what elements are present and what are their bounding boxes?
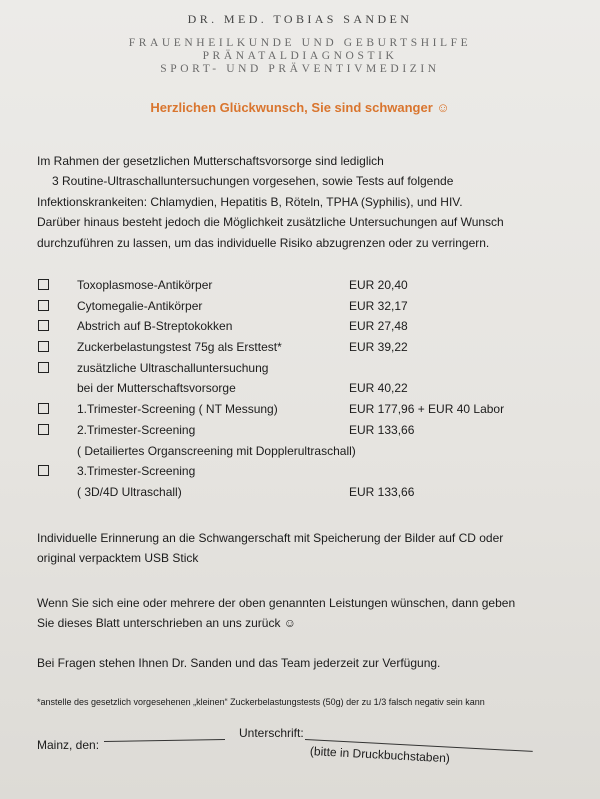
service-price: EUR 133,66	[349, 484, 415, 499]
services-list	[37, 276, 577, 504]
intro-paragraph	[37, 151, 577, 253]
footnote: *anstelle des gesetzlich vorgesehenen „kleinen“ Zuckerbelastungstests (50g) der zu 1/3 falsch negativ sein kann	[37, 697, 485, 707]
service-checkbox[interactable]	[38, 424, 49, 435]
service-label: Toxoplasmose-Antikörper	[77, 278, 213, 292]
service-row	[37, 421, 577, 442]
print-hint: (bitte in Druckbuchstaben)	[309, 744, 451, 766]
service-label: ( 3D/4D Ultraschall)	[77, 484, 182, 499]
intro-line: 3 Routine-Ultraschalluntersuchungen vorgesehen, sowie Tests auf folgende	[52, 174, 454, 189]
service-checkbox[interactable]	[38, 279, 49, 290]
greeting-heading: Herzlichen Glückwunsch, Sie sind schwanger ☺	[150, 100, 450, 115]
service-checkbox[interactable]	[38, 362, 49, 373]
service-row	[37, 462, 577, 483]
service-price: EUR 177,96 + EUR 40 Labor	[349, 402, 505, 417]
service-checkbox[interactable]	[38, 341, 49, 352]
specialty-line: SPORT- UND PRÄVENTIVMEDIZIN	[160, 63, 440, 75]
service-label: bei der Mutterschaftsvorsorge	[77, 381, 236, 396]
intro-line: durchzuführen zu lassen, um das individuelle Risiko abzugrenzen oder zu verringern.	[37, 235, 490, 250]
letterhead	[0, 12, 600, 76]
service-label: ( Detailiertes Organscreening mit Dopplerultraschall)	[77, 443, 356, 458]
request-line: Wenn Sie sich eine oder mehrere der oben genannten Leistungen wünschen, dann geben	[37, 596, 516, 610]
intro-line: Darüber hinaus besteht jedoch die Möglichkeit zusätzliche Untersuchungen auf Wunsch	[37, 215, 504, 230]
service-price: EUR 39,22	[349, 340, 408, 355]
service-label: Abstrich auf B-Streptokokken	[77, 319, 233, 334]
service-row	[37, 442, 577, 463]
service-row	[37, 317, 577, 338]
intro-line: Infektionskrankeiten: Chlamydien, Hepatitis B, Röteln, TPHA (Syphilis), und HIV.	[37, 194, 463, 209]
service-checkbox[interactable]	[38, 300, 49, 311]
service-label: 3.Trimester-Screening	[77, 464, 196, 479]
intro-line: Im Rahmen der gesetzlichen Mutterschaftsvorsorge sind lediglich	[37, 154, 384, 168]
service-row	[37, 379, 577, 400]
service-label: zusätzliche Ultraschalluntersuchung	[77, 360, 269, 375]
service-row	[37, 400, 577, 421]
service-row	[37, 359, 577, 380]
service-row	[37, 483, 577, 504]
service-row	[37, 297, 577, 318]
service-checkbox[interactable]	[38, 465, 49, 476]
place-date-line[interactable]	[104, 739, 225, 742]
specialty-line: FRAUENHEILKUNDE UND GEBURTSHILFE	[128, 37, 472, 49]
service-label: 1.Trimester-Screening ( NT Messung)	[77, 402, 278, 417]
service-row	[37, 338, 577, 359]
service-label: 2.Trimester-Screening	[77, 422, 196, 437]
service-price: EUR 20,40	[349, 278, 408, 292]
service-checkbox[interactable]	[38, 403, 49, 414]
signature-label: Unterschrift:	[239, 726, 304, 740]
doctor-name: DR. MED. TOBIAS SANDEN	[187, 12, 413, 26]
service-price: EUR 27,48	[349, 319, 408, 334]
request-paragraph	[37, 593, 567, 633]
reminder-paragraph	[37, 528, 567, 568]
service-price: EUR 32,17	[349, 298, 408, 313]
questions-paragraph: Bei Fragen stehen Ihnen Dr. Sanden und das Team jederzeit zur Verfügung.	[37, 656, 441, 670]
place-date-label: Mainz, den:	[37, 738, 100, 752]
service-row	[37, 276, 577, 297]
reminder-line: Individuelle Erinnerung an die Schwangerschaft mit Speicherung der Bilder auf CD oder	[37, 531, 504, 545]
service-checkbox[interactable]	[38, 320, 49, 331]
specialty-line: PRÄNATALDIAGNOSTIK	[202, 50, 398, 62]
service-label: Cytomegalie-Antikörper	[77, 298, 203, 313]
reminder-line: original verpacktem USB Stick	[37, 551, 199, 565]
request-line: Sie dieses Blatt unterschrieben an uns zurück ☺	[37, 616, 297, 630]
service-label: Zuckerbelastungstest 75g als Ersttest*	[77, 340, 282, 355]
service-price: EUR 40,22	[349, 381, 408, 396]
service-price: EUR 133,66	[349, 422, 415, 437]
